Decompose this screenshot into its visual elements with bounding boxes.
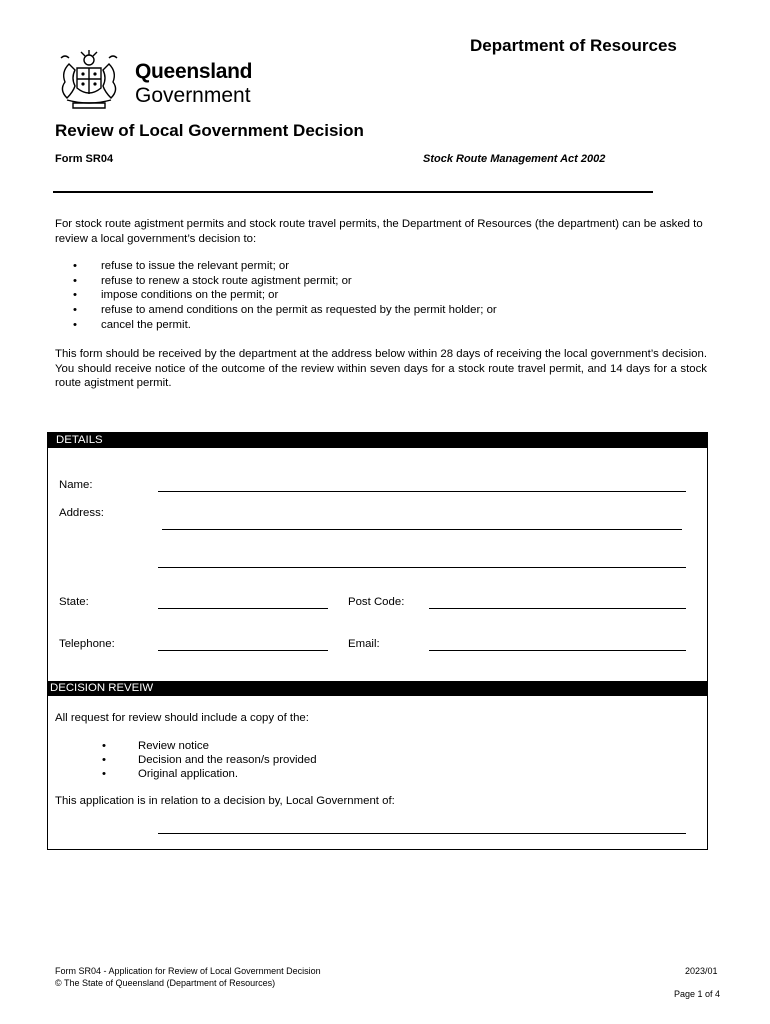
submission-note: This form should be received by the department at the address below within 28 days of receiving the local government’s decision. You should receive notice of the outcome of the review within seven days for a stock route travel permit, and 14 days for a stock route agistment permit. xyxy=(55,348,707,390)
form-title: Review of Local Government Decision xyxy=(55,121,364,140)
queensland-coat-of-arms-icon xyxy=(55,48,123,112)
footer-version-date: 2023/01 xyxy=(685,966,718,976)
list-item: • impose conditions on the permit; or xyxy=(55,288,497,303)
state-label: State: xyxy=(59,596,89,608)
form-number: Form SR04 xyxy=(55,153,114,165)
footer-copyright: © The State of Queensland (Department of Resources) xyxy=(55,978,276,988)
list-item: • refuse to renew a stock route agistment permit; or xyxy=(55,274,497,289)
local-government-prompt: This application is in relation to a decision by, Local Government of: xyxy=(55,795,395,807)
title-divider xyxy=(53,191,653,193)
state-field[interactable] xyxy=(158,608,328,609)
decision-type-list xyxy=(55,259,497,333)
address-field-line-2[interactable] xyxy=(158,567,686,568)
name-label: Name: xyxy=(59,479,93,491)
name-field[interactable] xyxy=(158,491,686,492)
intro-paragraph: For stock route agistment permits and stock route travel permits, the Department of Resources (the department) can be asked to review a local government’s decision to: xyxy=(55,218,703,245)
telephone-label: Telephone: xyxy=(59,638,115,650)
address-label: Address: xyxy=(59,507,104,519)
address-field-line-1[interactable] xyxy=(162,529,682,530)
logo-wordmark-government: Government xyxy=(135,84,251,107)
queensland-government-logo xyxy=(55,48,275,112)
postcode-field[interactable] xyxy=(429,608,686,609)
list-item: • cancel the permit. xyxy=(55,318,497,333)
list-item: • Original application. xyxy=(94,767,317,781)
details-section-header: DETAILS xyxy=(48,433,707,448)
list-item: • refuse to issue the relevant permit; or xyxy=(55,259,497,274)
list-item: • refuse to amend conditions on the permit as requested by the permit holder; or xyxy=(55,303,497,318)
list-item: • Review notice xyxy=(94,739,317,753)
decision-review-section-header: DECISION REVEIW xyxy=(48,681,707,696)
required-documents-list xyxy=(94,739,317,781)
footer-form-title: Form SR04 - Application for Review of Local Government Decision xyxy=(55,966,321,976)
postcode-label: Post Code: xyxy=(348,596,405,608)
local-government-field[interactable] xyxy=(158,833,686,834)
list-item: • Decision and the reason/s provided xyxy=(94,753,317,767)
review-instruction: All request for review should include a copy of the: xyxy=(55,712,309,724)
page-number: Page 1 of 4 xyxy=(674,989,721,999)
application-form-box xyxy=(47,432,708,850)
telephone-field[interactable] xyxy=(158,650,328,651)
legislation-name: Stock Route Management Act 2002 xyxy=(423,153,606,165)
logo-wordmark-queensland: Queensland xyxy=(135,60,253,83)
email-field[interactable] xyxy=(429,650,686,651)
department-name: Department of Resources xyxy=(470,36,677,55)
email-label: Email: xyxy=(348,638,380,650)
